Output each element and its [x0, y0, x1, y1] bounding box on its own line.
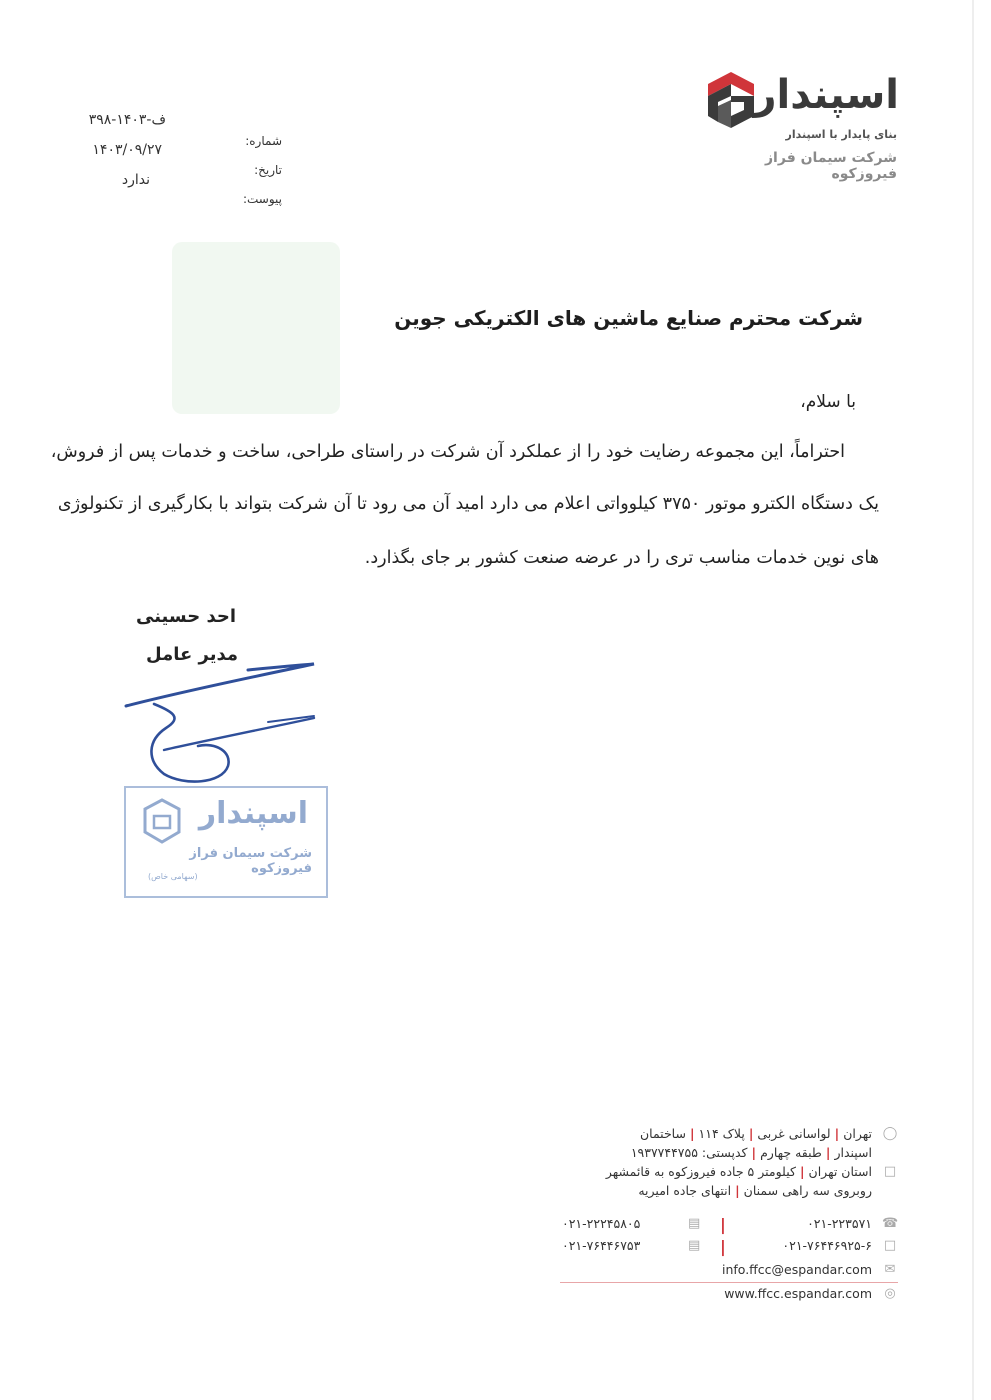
factory-part: کیلومتر ۵ جاده فیروزکوه به قائمشهر: [605, 1164, 796, 1179]
fax-icon: ▤: [688, 1238, 701, 1253]
brand-name: اسپندار: [753, 72, 899, 118]
address-part: طبقه چهارم: [760, 1145, 822, 1160]
footer-divider: [560, 1282, 898, 1283]
stamp-note: (سهامی خاص): [148, 872, 198, 881]
factory-line-2: روبروی سه راهی سمنان|انتهای جاده امیریه: [638, 1183, 872, 1198]
factory-icon: □: [883, 1164, 897, 1179]
email-icon: ✉: [884, 1262, 896, 1277]
phone-icon: ☎: [882, 1216, 899, 1231]
fax-office: ۰۲۱-۲۲۲۴۵۸۰۵: [562, 1216, 641, 1231]
handwritten-signature: [118, 656, 323, 788]
globe-icon: ◎: [884, 1286, 896, 1301]
brand-tagline: بنای پایدار با اسپندار: [785, 128, 897, 141]
address-line-1: تهران|لواسانی غربی|پلاک ۱۱۴|ساختمان: [639, 1126, 872, 1141]
separator: |: [720, 1215, 726, 1234]
stamp-company-name: شرکت سیمان فراز فیروزکوه: [189, 846, 312, 876]
attachment-value: ندارد: [121, 172, 150, 188]
scan-edge: [972, 0, 974, 1400]
brand-logo: [700, 64, 905, 184]
separator: |: [720, 1237, 726, 1256]
email-link[interactable]: info.ffcc@espandar.com: [721, 1262, 872, 1277]
body-line-2: یک دستگاه الکترو موتور ۳۷۵۰ کیلوواتی اعلام می دارد امید آن می رود تا آن شرکت بتواند با بکارگیری از تکنولوژی: [57, 494, 879, 514]
signer-title: مدیر عامل: [146, 644, 239, 665]
phone-office: ۰۲۱-۲۲۳۵۷۱: [807, 1216, 872, 1231]
greeting: با سلام،: [800, 392, 856, 412]
factory-line-1: استان تهران|کیلومتر ۵ جاده فیروزکوه به قائمشهر: [605, 1164, 872, 1179]
location-pin-icon: ◯: [882, 1126, 898, 1141]
stamp-brand-name: اسپندار: [198, 796, 308, 831]
address-part: ساختمان: [639, 1126, 686, 1141]
recipient-line: شرکت محترم صنایع ماشین های الکتریکی جوین: [394, 306, 863, 330]
website-link[interactable]: www.ffcc.espandar.com: [724, 1286, 872, 1301]
date-value: ۱۴۰۳/۰۹/۲۷: [92, 142, 162, 158]
body-line-3: های نوین خدمات مناسب تری را در عرضه صنعت کشور بر جای بگذارد.: [364, 548, 879, 568]
address-part: لواسانی غربی: [757, 1126, 831, 1141]
body-line-1: احتراماً، این مجموعه رضایت خود را از عملکرد آن شرکت در راستای طراحی، ساخت و خدمات پس از فروش،: [50, 442, 845, 462]
stamp-logo-icon: [142, 798, 182, 844]
faint-stamp-watermark: [168, 238, 344, 418]
address-line-2: اسپندار|طبقه چهارم|کدپستی: ۱۹۳۷۷۴۴۷۵۵: [630, 1145, 872, 1160]
phone-factory: ۰۲۱-۷۶۴۴۶۹۲۵-۶: [782, 1238, 872, 1253]
number-label: شماره:: [245, 134, 282, 148]
address-part: پلاک ۱۱۴: [698, 1126, 745, 1141]
fax-factory: ۰۲۱-۷۶۴۴۶۷۵۳: [562, 1238, 641, 1253]
fax-icon: ▤: [688, 1216, 701, 1231]
address-part: اسپندار: [834, 1145, 872, 1160]
letter-footer: [560, 1120, 900, 1310]
address-part: کدپستی: ۱۹۳۷۷۴۴۷۵۵: [630, 1145, 748, 1160]
attachment-label: پیوست:: [242, 192, 282, 206]
number-value: ۳۹۸-ف-۱۴۰۳: [88, 112, 166, 128]
address-part: تهران: [843, 1126, 872, 1141]
factory-phone-icon: □: [883, 1238, 897, 1253]
factory-part: استان تهران: [808, 1164, 872, 1179]
company-stamp: [124, 786, 328, 898]
factory-part: انتهای جاده امیریه: [638, 1183, 732, 1198]
brand-company: شرکت سیمان فراز فیروزکوه: [765, 150, 897, 182]
date-label: تاریخ:: [254, 163, 282, 177]
espandar-logo-icon: [704, 70, 758, 134]
factory-part: روبروی سه راهی سمنان: [743, 1183, 872, 1198]
signer-name: احد حسینی: [136, 606, 237, 627]
